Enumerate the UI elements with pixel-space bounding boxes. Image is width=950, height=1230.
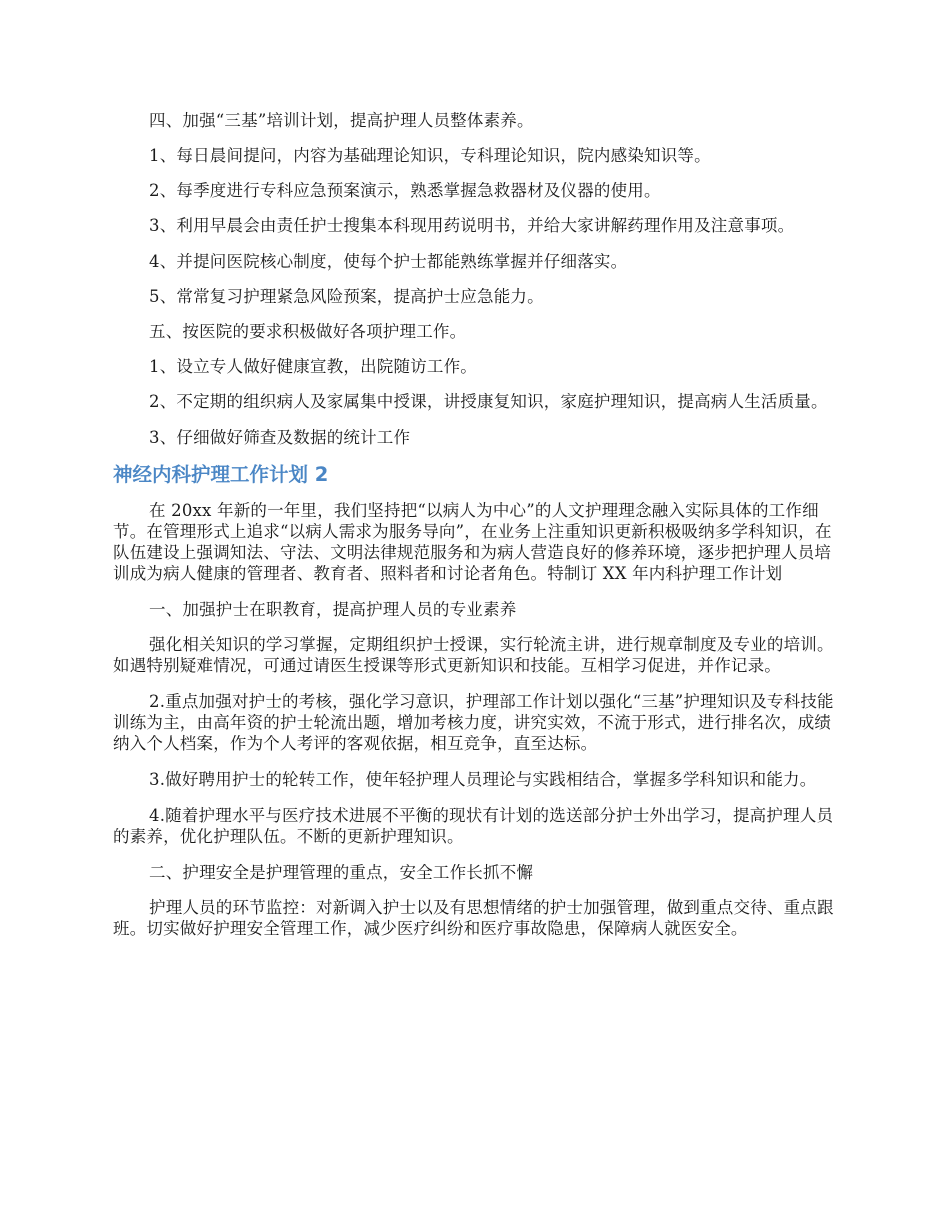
paragraph: 3、仔细做好筛查及数据的统计工作 xyxy=(149,428,411,447)
paragraph: 3.做好聘用护士的轮转工作，使年轻护理人员理论与实践相结合，掌握多学科知识和能力。 xyxy=(149,770,817,789)
paragraph: 3、利用早晨会由责任护士搜集本科现用药说明书，并给大家讲解药理作用及注意事项。 xyxy=(149,216,795,235)
section-title: 神经内科护理工作计划 2 xyxy=(113,463,329,486)
paragraph: 强化相关知识的学习掌握，定期组织护士授课，实行轮流主讲，进行规章制度及专业的培训。如遇特别疑难情况，可通过请医生授课等形式更新知识和技能。互相学习促进，并作记录。 xyxy=(113,635,834,675)
paragraph: 2、不定期的组织病人及家属集中授课，讲授康复知识，家庭护理知识，提高病人生活质量。 xyxy=(149,392,828,411)
paragraph: 在 20xx 年新的一年里，我们坚持把“以病人为中心”的人文护理理念融入实际具体的工作细节。在管理形式上追求“以病人需求为服务导向”，在业务上注重知识更新积极吸纳多学科知识，在队伍建设上强调知法、守法、文明法律规范服务和为病人营造良好的修养环境，逐步把护理人员培训成为病人健康的管理者、教育者、照料者和讨论者角色。特制订 XX 年内科护理工作计划 xyxy=(113,501,832,583)
document-page xyxy=(113,110,837,954)
paragraph: 4.随着护理水平与医疗技术进展不平衡的现状有计划的选送部分护士外出学习，提高护理人员的素养，优化护理队伍。不断的更新护理知识。 xyxy=(113,806,834,846)
paragraph: 1、每日晨间提问，内容为基础理论知识，专科理论知识，院内感染知识等。 xyxy=(149,146,711,165)
paragraph: 护理人员的环节监控：对新调入护士以及有思想情绪的护士加强管理，做到重点交待、重点跟班。切实做好护理安全管理工作，减少医疗纠纷和医疗事故隐患，保障病人就医安全。 xyxy=(113,898,834,938)
paragraph: 2、每季度进行专科应急预案演示，熟悉掌握急救器材及仪器的使用。 xyxy=(149,181,661,200)
paragraph: 一、加强护士在职教育，提高护理人员的专业素养 xyxy=(149,600,517,619)
paragraph: 二、护理安全是护理管理的重点，安全工作长抓不懈 xyxy=(149,863,534,882)
paragraph: 1、设立专人做好健康宣教，出院随访工作。 xyxy=(149,357,477,376)
paragraph: 四、加强“三基”培训计划，提高护理人员整体素养。 xyxy=(149,111,534,130)
paragraph: 5、常常复习护理紧急风险预案，提高护士应急能力。 xyxy=(149,287,544,306)
paragraph: 五、按医院的要求积极做好各项护理工作。 xyxy=(149,322,467,341)
paragraph: 2.重点加强对护士的考核，强化学习意识，护理部工作计划以强化“三基”护理知识及专科技能训练为主，由高年资的护士轮流出题，增加考核力度，讲究实效，不流于形式，进行排名次，成绩纳入个人档案，作为个人考评的客观依据，相互竞争，直至达标。 xyxy=(113,692,834,753)
paragraph: 4、并提问医院核心制度，使每个护士都能熟练掌握并仔细落实。 xyxy=(149,252,628,271)
